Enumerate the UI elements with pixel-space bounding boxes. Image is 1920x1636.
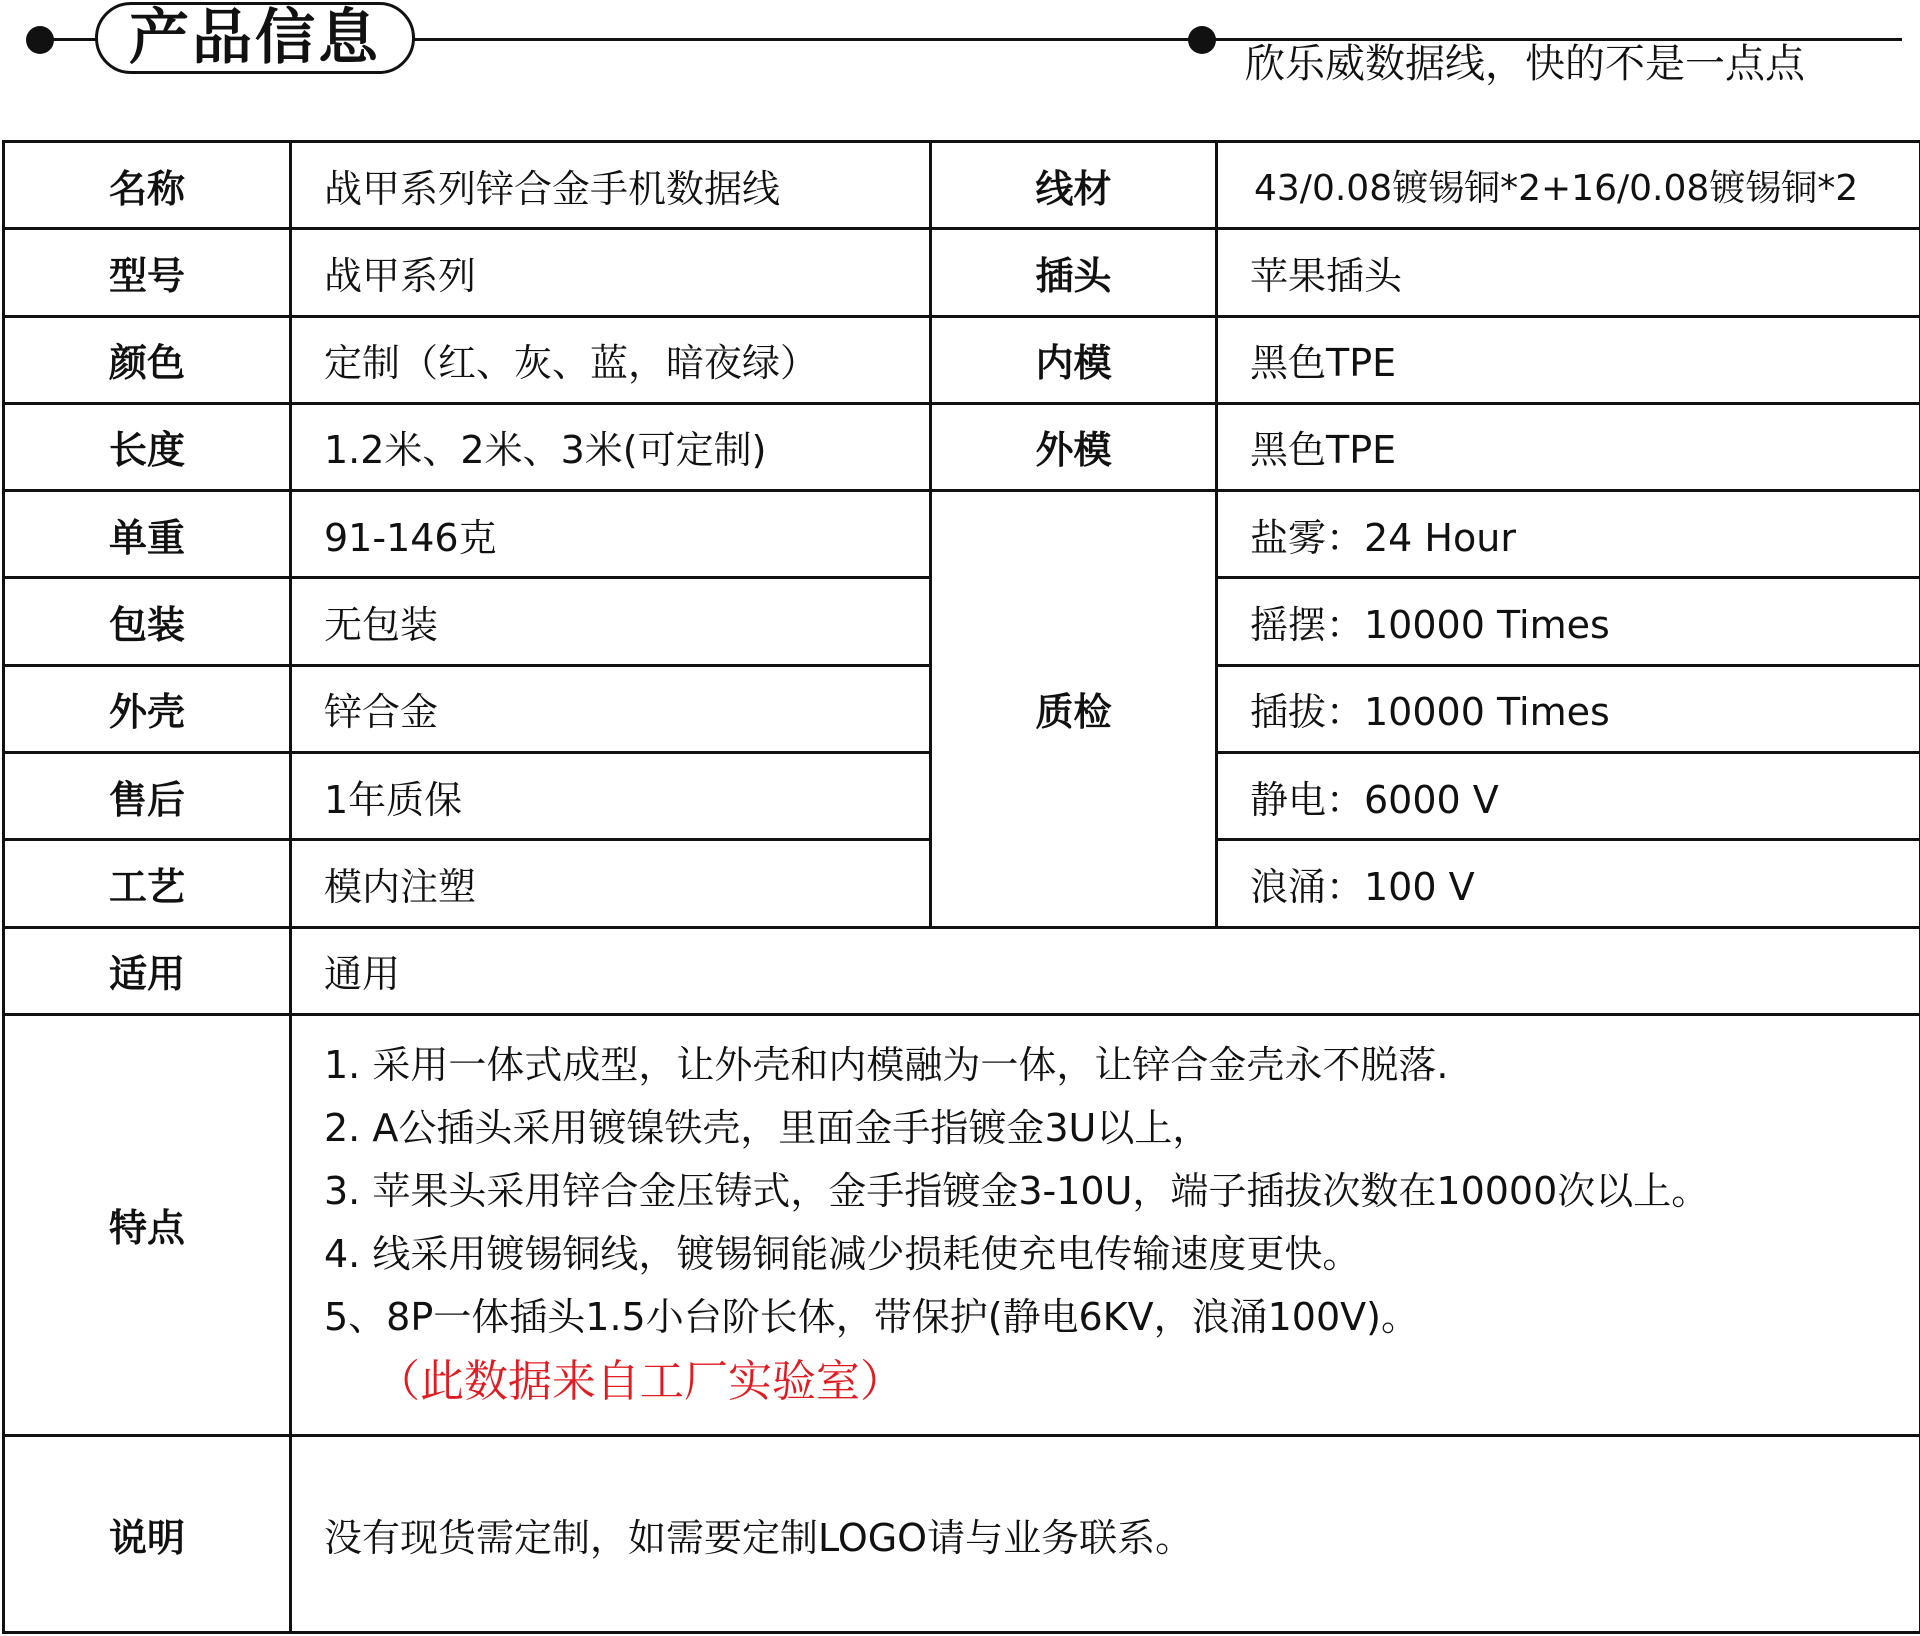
label-model: 型号 [4,229,291,316]
value-inner-mold: 黑色TPE [1217,316,1920,403]
label-quality-check: 质检 [931,491,1217,927]
feature-line: 4. 线采用镀锡铜线，镀锡铜能减少损耗使充电传输速度更快。 [324,1232,1361,1277]
lab-data-note: （此数据来自工厂实验室） [376,1356,904,1408]
quality-item: 盐雾：24 Hour [1217,491,1920,578]
label-applicable: 适用 [4,927,291,1014]
quality-item: 浪涌：100 V [1217,840,1920,927]
table-row [4,1436,1920,1633]
value-length: 1.2米、2米、3米(可定制) [291,403,931,490]
table-row [4,229,1920,316]
quality-item: 插拔：10000 Times [1217,665,1920,752]
label-weight: 单重 [4,491,291,578]
value-packaging: 无包装 [291,578,931,665]
quality-item: 摇摆：10000 Times [1217,578,1920,665]
value-craft: 模内注塑 [291,840,931,927]
page-title: 产品信息 [129,3,381,73]
product-spec-table [2,140,1920,1634]
value-name: 战甲系列锌合金手机数据线 [291,142,931,229]
label-name: 名称 [4,142,291,229]
quality-item: 静电：6000 V [1217,752,1920,839]
feature-line: 5、8P一体插头1.5小台阶长体，带保护(静电6KV，浪涌100V)。 [324,1295,1419,1340]
value-shell: 锌合金 [291,665,931,752]
label-inner-mold: 内模 [931,316,1217,403]
label-wire: 线材 [931,142,1217,229]
label-after-sales: 售后 [4,752,291,839]
header-dot-left [26,26,54,54]
header-title-badge [95,2,415,74]
value-remark: 没有现货需定制，如需要定制LOGO请与业务联系。 [291,1436,1920,1633]
value-color: 定制（红、灰、蓝，暗夜绿） [291,316,931,403]
table-row [4,142,1920,229]
value-after-sales: 1年质保 [291,752,931,839]
label-features: 特点 [4,1014,291,1435]
feature-line: 2. A公插头采用镀镍铁壳，里面金手指镀金3U以上， [324,1106,1211,1151]
label-shell: 外壳 [4,665,291,752]
label-craft: 工艺 [4,840,291,927]
table-row [4,1014,1920,1435]
features-list [291,1014,1920,1435]
label-packaging: 包装 [4,578,291,665]
label-remark: 说明 [4,1436,291,1633]
value-weight: 91-146克 [291,491,931,578]
label-plug: 插头 [931,229,1217,316]
table-row [4,491,1920,578]
header-dot-right [1188,26,1216,54]
feature-line: 1. 采用一体式成型，让外壳和内模融为一体，让锌合金壳永不脱落. [324,1043,1449,1088]
label-color: 颜色 [4,316,291,403]
value-plug: 苹果插头 [1217,229,1920,316]
header-slogan: 欣乐威数据线，快的不是一点点 [1245,41,1805,87]
value-wire: 43/0.08镀锡铜*2+16/0.08镀锡铜*2 [1217,142,1920,229]
value-model: 战甲系列 [291,229,931,316]
feature-line: 3. 苹果头采用锌合金压铸式，金手指镀金3-10U，端子插拔次数在10000次以上。 [324,1169,1710,1214]
label-length: 长度 [4,403,291,490]
value-applicable: 通用 [291,927,1920,1014]
table-row [4,403,1920,490]
table-row [4,927,1920,1014]
value-outer-mold: 黑色TPE [1217,403,1920,490]
table-row [4,316,1920,403]
label-outer-mold: 外模 [931,403,1217,490]
